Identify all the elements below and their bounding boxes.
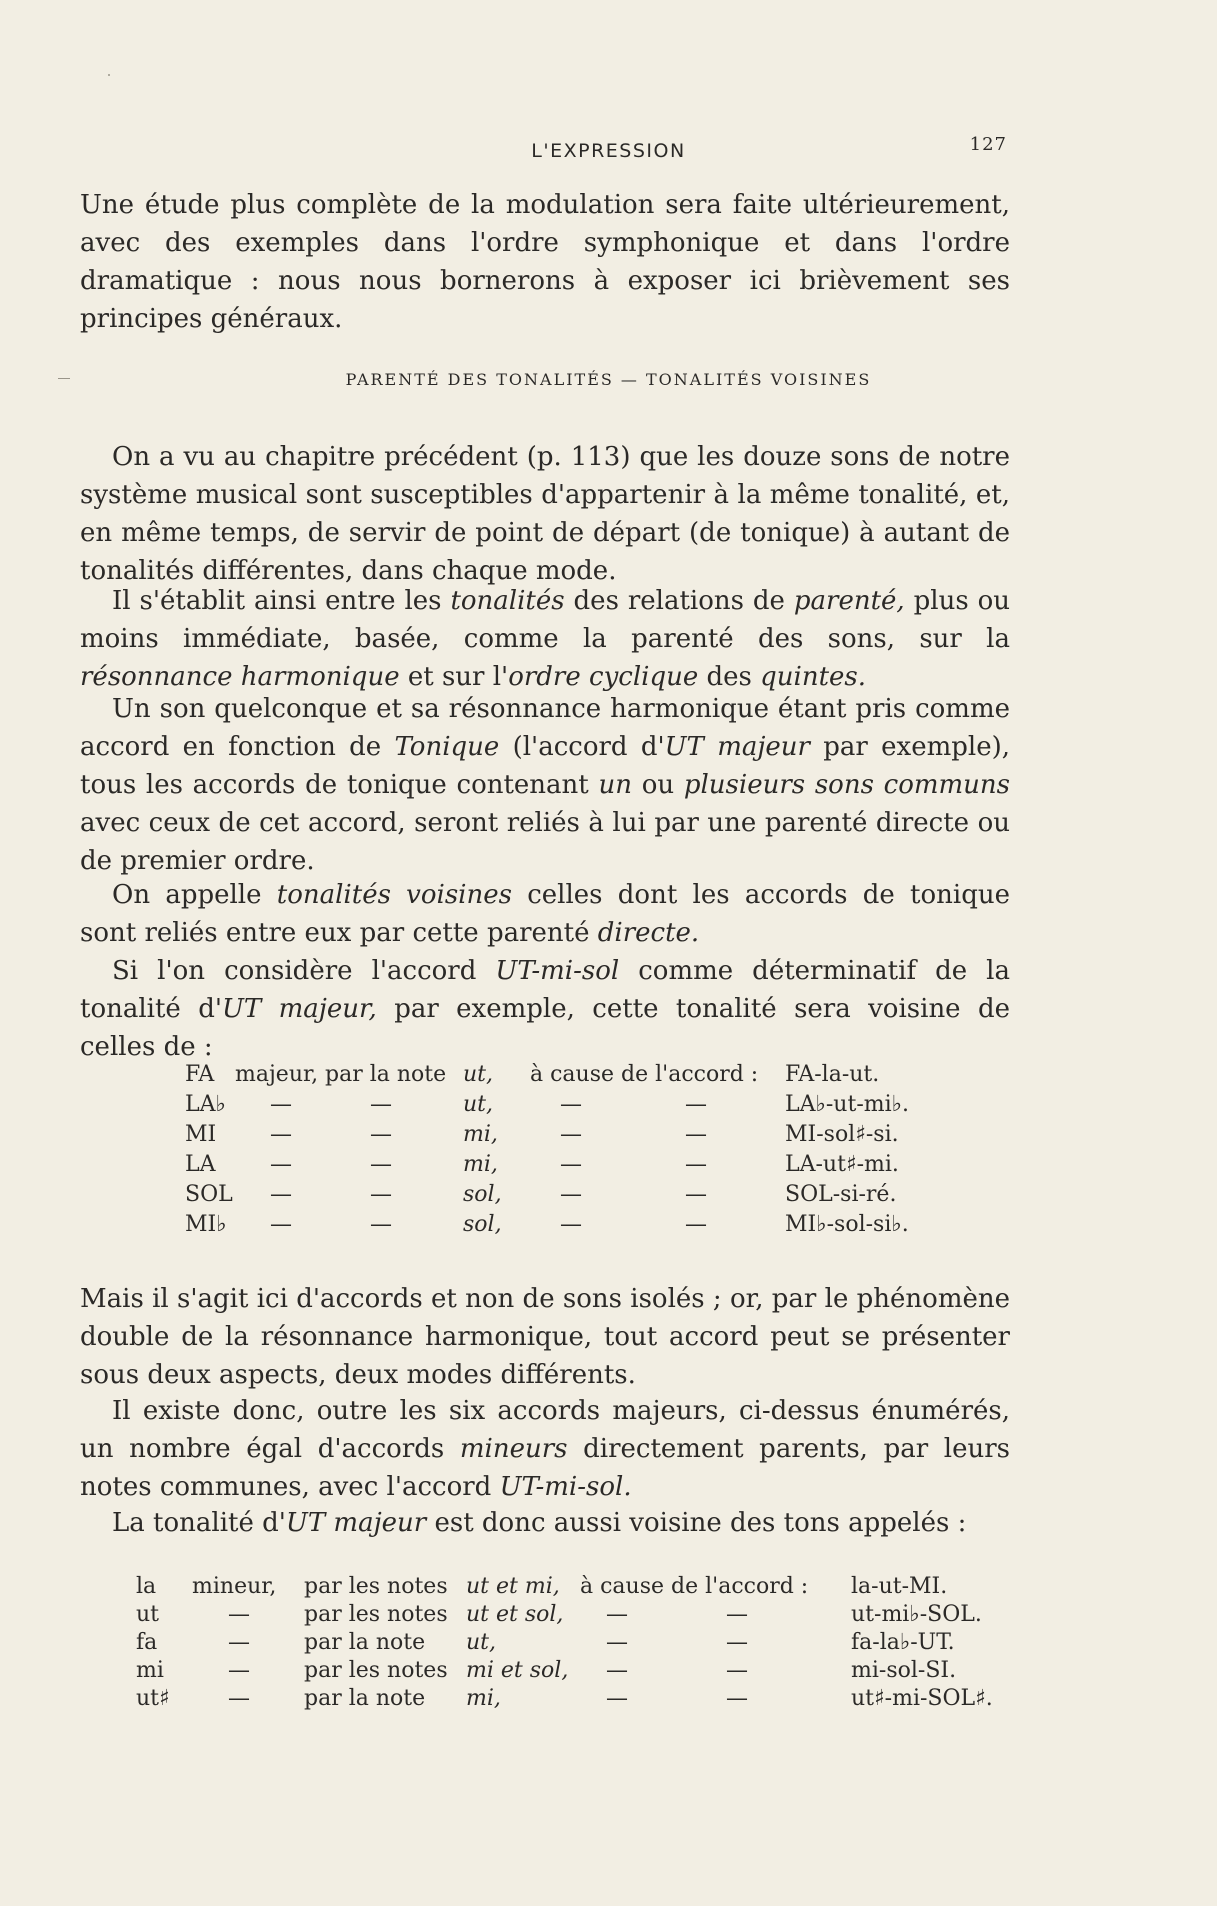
- by-cell: —: [370, 1182, 392, 1207]
- cause-cell: —: [726, 1658, 748, 1683]
- by-cell: par la note: [304, 1686, 426, 1711]
- chord-cell: FA-la-ut.: [785, 1062, 880, 1087]
- table-row: [136, 1574, 1036, 1604]
- paragraph-1: On a vu au chapitre précédent (p. 113) que les douze sons de notre système musical sont susceptibles d'appartenir à la même tonalité, et, en même temps, de servir de point de départ (de tonique) à autant de tonalités différentes, dans chaque mode.: [80, 442, 1010, 586]
- note-cell: ut,: [463, 1062, 494, 1087]
- by-cell: par les notes: [304, 1658, 448, 1683]
- notes-cell: ut et sol,: [466, 1602, 564, 1627]
- running-title: L'EXPRESSION: [531, 140, 686, 162]
- cause-cell: —: [560, 1152, 582, 1177]
- paragraph-4: On appelle tonalités voisines celles dont les accords de tonique sont reliés entre eux par cette parenté directe.: [80, 880, 1010, 948]
- note-cell: sol,: [463, 1182, 502, 1207]
- notes-cell: ut et mi,: [466, 1574, 560, 1599]
- page-number: 127: [969, 134, 1007, 155]
- key-cell: SOL: [185, 1182, 233, 1207]
- table-row: [185, 1062, 1085, 1092]
- key-cell: fa: [136, 1630, 158, 1655]
- key-cell: ut♯: [136, 1686, 170, 1711]
- mode-cell: —: [228, 1602, 250, 1627]
- key-cell: LA♭: [185, 1092, 226, 1117]
- key-cell: FA: [185, 1062, 215, 1087]
- paragraph-7: Il existe donc, outre les six accords majeurs, ci-dessus énumérés, un nombre égal d'accords mineurs directement parents, par leurs notes communes, avec l'accord UT-mi-sol.: [80, 1396, 1010, 1502]
- table-row: [136, 1658, 1036, 1688]
- chord-cell: MI♭-sol-si♭.: [785, 1212, 909, 1237]
- section-heading: PARENTÉ DES TONALITÉS — TONALITÉS VOISINES: [345, 370, 872, 389]
- by-cell: par la note: [325, 1062, 447, 1087]
- paragraph-6: Mais il s'agit ici d'accords et non de sons isolés ; or, par le phénomène double de la résonnance harmonique, tout accord peut se présenter sous deux aspects, deux modes différents.: [80, 1284, 1010, 1390]
- note-cell: ut,: [463, 1092, 494, 1117]
- cause-cell: —: [606, 1658, 628, 1683]
- cause-cell: —: [685, 1092, 707, 1117]
- chord-cell: SOL-si-ré.: [785, 1182, 897, 1207]
- chord-cell: LA♭-ut-mi♭.: [785, 1092, 910, 1117]
- mode-cell: mineur,: [192, 1574, 277, 1599]
- cause-cell: —: [560, 1182, 582, 1207]
- note-cell: sol,: [463, 1212, 502, 1237]
- mode-cell: —: [228, 1630, 250, 1655]
- cause-cell: —: [606, 1602, 628, 1627]
- paragraph-5: Si l'on considère l'accord UT-mi-sol comme déterminatif de la tonalité d'UT majeur, par exemple, cette tonalité sera voisine de celles de :: [80, 956, 1010, 1062]
- cause-cell: —: [560, 1092, 582, 1117]
- table-row: [136, 1602, 1036, 1632]
- key-cell: MI♭: [185, 1212, 227, 1237]
- table-row: [185, 1092, 1085, 1122]
- cause-cell: —: [606, 1686, 628, 1711]
- cause-cell: —: [685, 1152, 707, 1177]
- cause-cell: à cause de l'accord :: [530, 1062, 759, 1087]
- chord-cell: mi-sol-SI.: [851, 1658, 957, 1683]
- by-cell: par les notes: [304, 1574, 448, 1599]
- mode-cell: —: [270, 1152, 292, 1177]
- cause-cell: —: [726, 1686, 748, 1711]
- by-cell: par les notes: [304, 1602, 448, 1627]
- key-cell: ut: [136, 1602, 160, 1627]
- chord-cell: ut♯-mi-SOL♯.: [851, 1686, 993, 1711]
- by-cell: par la note: [304, 1630, 426, 1655]
- key-cell: la: [136, 1574, 157, 1599]
- notes-cell: mi,: [466, 1686, 501, 1711]
- chord-cell: MI-sol♯-si.: [785, 1122, 899, 1147]
- cause-cell: —: [685, 1122, 707, 1147]
- note-cell: mi,: [463, 1152, 498, 1177]
- mode-cell: —: [270, 1092, 292, 1117]
- cause-cell: à cause de l'accord :: [580, 1574, 809, 1599]
- mode-cell: —: [228, 1658, 250, 1683]
- chord-cell: fa-la♭-UT.: [851, 1630, 955, 1655]
- mode-cell: —: [270, 1182, 292, 1207]
- cause-cell: —: [606, 1630, 628, 1655]
- cause-cell: —: [560, 1122, 582, 1147]
- table-row: [185, 1152, 1085, 1182]
- cause-cell: —: [685, 1182, 707, 1207]
- cause-cell: —: [560, 1212, 582, 1237]
- mode-cell: —: [228, 1686, 250, 1711]
- by-cell: —: [370, 1092, 392, 1117]
- page-speck: [108, 74, 110, 76]
- cause-cell: —: [726, 1630, 748, 1655]
- mode-cell: majeur,: [235, 1062, 319, 1087]
- key-cell: MI: [185, 1122, 217, 1147]
- table-row: [185, 1182, 1085, 1212]
- paragraph-2: Il s'établit ainsi entre les tonalités des relations de parenté, plus ou moins immédiate, basée, comme la parenté des sons, sur la résonnance harmonique et sur l'ordre cyclique des quintes.: [80, 586, 1010, 692]
- key-cell: mi: [136, 1658, 164, 1683]
- by-cell: —: [370, 1122, 392, 1147]
- notes-cell: ut,: [466, 1630, 497, 1655]
- intro-paragraph: Une étude plus complète de la modulation sera faite ultérieurement, avec des exemples dans l'ordre symphonique et dans l'ordre dramatique : nous nous bornerons à exposer ici brièvement ses principes généraux.: [80, 190, 1010, 334]
- key-cell: LA: [185, 1152, 216, 1177]
- paragraph-3: Un son quelconque et sa résonnance harmonique étant pris comme accord en fonction de Tonique (l'accord d'UT majeur par exemple), tous les accords de tonique contenant un ou plusieurs sons communs avec ceux de cet accord, seront reliés à lui par une parenté directe ou de premier ordre.: [80, 694, 1011, 876]
- table-row: [136, 1686, 1036, 1716]
- chord-cell: ut-mi♭-SOL.: [851, 1602, 982, 1627]
- table-row: [136, 1630, 1036, 1660]
- by-cell: —: [370, 1212, 392, 1237]
- table-row: [185, 1122, 1085, 1152]
- by-cell: —: [370, 1152, 392, 1177]
- cause-cell: —: [685, 1212, 707, 1237]
- table-row: [185, 1212, 1085, 1242]
- paragraph-8: La tonalité d'UT majeur est donc aussi voisine des tons appelés :: [112, 1508, 967, 1538]
- chord-cell: la-ut-MI.: [851, 1574, 948, 1599]
- mode-cell: —: [270, 1122, 292, 1147]
- notes-cell: mi et sol,: [466, 1658, 569, 1683]
- cause-cell: —: [726, 1602, 748, 1627]
- chord-cell: LA-ut♯-mi.: [785, 1152, 899, 1177]
- note-cell: mi,: [463, 1122, 498, 1147]
- mode-cell: —: [270, 1212, 292, 1237]
